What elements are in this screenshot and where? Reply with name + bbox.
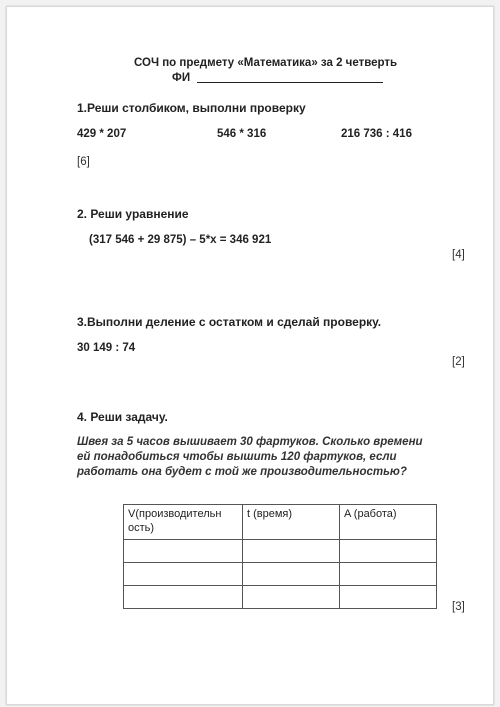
table-cell[interactable] xyxy=(124,586,243,609)
name-label: ФИ xyxy=(172,72,191,84)
task1-expression-3: 216 736 : 416 xyxy=(341,128,412,140)
table-cell[interactable] xyxy=(340,540,437,563)
task2-score: [4] xyxy=(452,249,465,261)
table-cell[interactable] xyxy=(243,586,340,609)
task4-title: 4. Реши задачу. xyxy=(77,410,168,424)
task1-score: [6] xyxy=(77,156,90,168)
task2-title: 2. Реши уравнение xyxy=(77,207,189,221)
header-cell-velocity: V(производительн ость) xyxy=(124,505,243,540)
header-cell-work: A (работа) xyxy=(340,505,437,540)
task1-expression-2: 546 * 316 xyxy=(217,128,267,140)
table-cell[interactable] xyxy=(340,586,437,609)
task4-score: [3] xyxy=(452,601,465,613)
page-title: СОЧ по предмету «Математика» за 2 четверть xyxy=(134,57,398,69)
table-row xyxy=(124,540,437,563)
table-row xyxy=(124,586,437,609)
table-cell[interactable] xyxy=(243,563,340,586)
table-header-row xyxy=(124,505,437,540)
table-cell[interactable] xyxy=(243,540,340,563)
header-cell-time: t (время) xyxy=(243,505,340,540)
work-table xyxy=(123,504,437,609)
table-row xyxy=(124,563,437,586)
worksheet-page xyxy=(6,6,494,705)
task1-title: 1.Реши столбиком, выполни проверку xyxy=(77,101,306,115)
table-cell[interactable] xyxy=(124,540,243,563)
task3-score: [2] xyxy=(452,356,465,368)
task3-expression: 30 149 : 74 xyxy=(77,342,136,354)
task4-problem-text: Швея за 5 часов вышивает 30 фартуков. Сколько времени ей понадобиться чтобы вышить 120 фартуков, если работать она будет с той же производительностью? xyxy=(77,436,423,478)
task1-expression-1: 429 * 207 xyxy=(77,128,127,140)
table-cell[interactable] xyxy=(124,563,243,586)
task3-title: 3.Выполни деление с остатком и сделай проверку. xyxy=(77,315,382,329)
table-cell[interactable] xyxy=(340,563,437,586)
task2-equation: (317 546 + 29 875) – 5*х = 346 921 xyxy=(89,234,272,246)
name-field-line[interactable] xyxy=(197,82,383,83)
